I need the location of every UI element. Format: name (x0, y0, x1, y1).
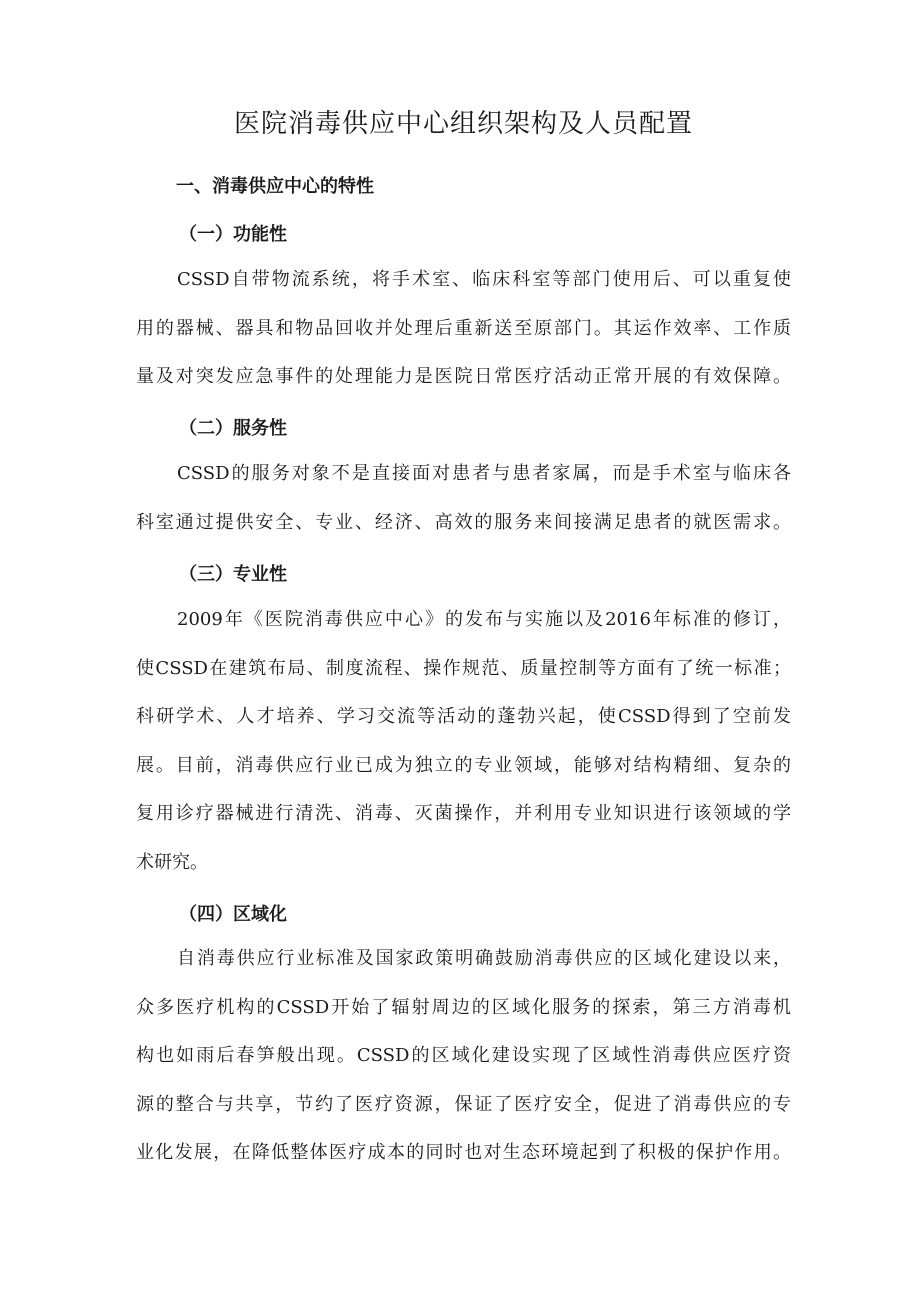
paragraph-professionalism (136, 596, 791, 887)
paragraph-line: CSSD的服务对象不是直接面对患者与患者家属，而是手术室与临床各 (177, 463, 791, 484)
paragraph-line: 用的器械、器具和物品回收并处理后重新送至原部门。其运作效率、工作质 (136, 317, 791, 339)
paragraph-line: 构也如雨后春笋般出现。CSSD的区域化建设实现了区域性消毒供应医疗资 (136, 1045, 791, 1066)
subsection-heading-regionalization: （四）区域化 (179, 904, 287, 925)
subsection-heading-professionalism: （三）专业性 (179, 564, 287, 585)
subsection-heading-functionality: （一）功能性 (179, 224, 287, 245)
paragraph-line: 量及对突发应急事件的处理能力是医院日常医疗活动正常开展的有效保障。 (136, 366, 791, 387)
paragraph-line: 业化发展，在降低整体医疗成本的同时也对生态环境起到了积极的保护作用。 (136, 1142, 791, 1163)
paragraph-line: 2009年《医院消毒供应中心》的发布与实施以及2016年标准的修订， (177, 609, 791, 630)
paragraph-line: 众多医疗机构的CSSD开始了辐射周边的区域化服务的探索，第三方消毒机 (136, 996, 791, 1018)
paragraph-service (136, 450, 791, 547)
paragraph-line: 自消毒供应行业标准及国家政策明确鼓励消毒供应的区域化建设以来， (177, 948, 791, 969)
paragraph-regionalization (136, 935, 791, 1178)
subsection-heading-service: （二）服务性 (179, 418, 287, 439)
paragraph-line: 科研学术、人才培养、学习交流等活动的蓬勃兴起，使CSSD得到了空前发 (136, 706, 791, 727)
section-heading-characteristics: 一、消毒供应中心的特性 (176, 176, 374, 197)
document-title: 医院消毒供应中心组织架构及人员配置 (233, 109, 693, 139)
paragraph-functionality (136, 256, 791, 402)
paragraph-line: 复用诊疗器械进行清洗、消毒、灭菌操作，并利用专业知识进行该领域的学 (136, 803, 791, 824)
paragraph-line: CSSD自带物流系统，将手术室、临床科室等部门使用后、可以重复使 (177, 269, 791, 290)
paragraph-line: 展。目前，消毒供应行业已成为独立的专业领域，能够对结构精细、复杂的 (136, 754, 791, 776)
paragraph-line: 科室通过提供安全、专业、经济、高效的服务来间接满足患者的就医需求。 (136, 511, 791, 533)
paragraph-line: 术研究。 (136, 851, 208, 873)
paragraph-line: 源的整合与共享，节约了医疗资源，保证了医疗安全，促进了消毒供应的专 (136, 1093, 791, 1115)
paragraph-line: 使CSSD在建筑布局、制度流程、操作规范、质量控制等方面有了统一标准； (136, 657, 791, 679)
